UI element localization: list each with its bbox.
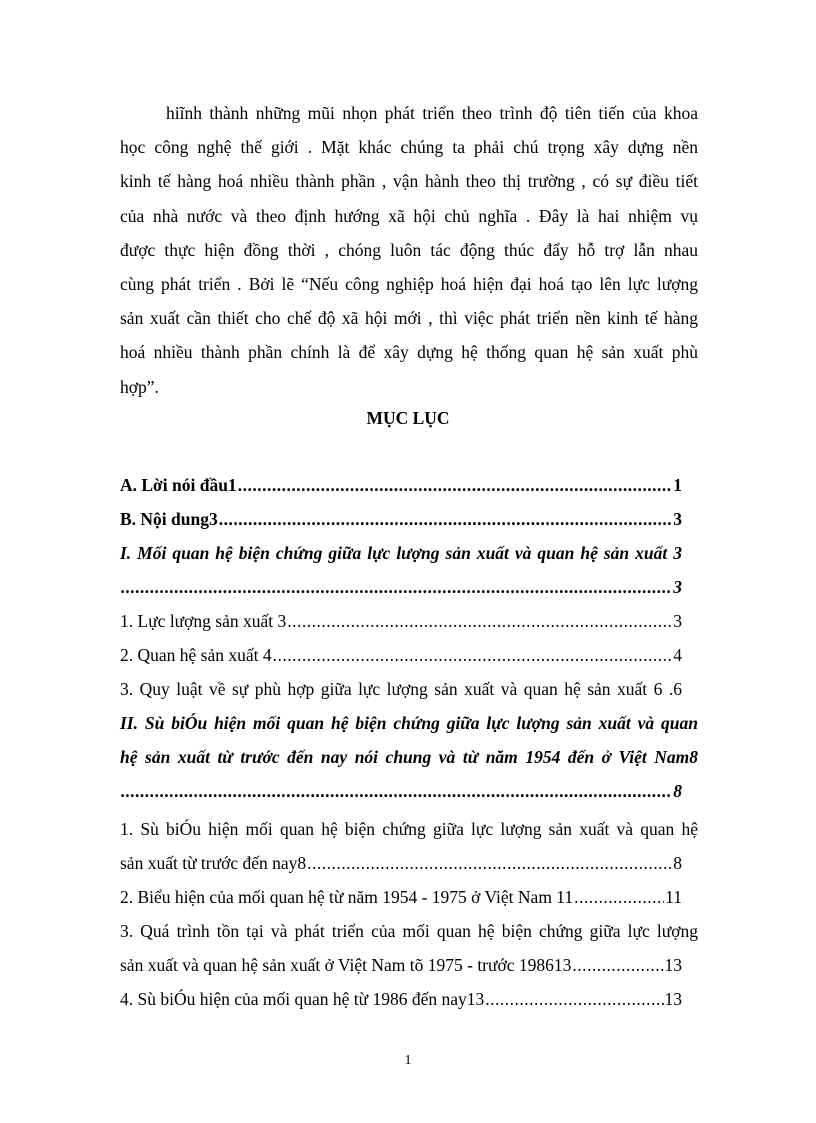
toc-entry-ii1[interactable]: 1. Sù biÓu hiện mối quan hệ biện chứng giữa lực lượng sản xuất và quan hệ (120, 819, 698, 839)
intro-line: được thực hiện đồng thời , chóng luôn tác động thúc đẩy hỗ trợ lẫn nhau (120, 239, 698, 260)
toc-leader (121, 570, 672, 604)
toc-entry-ii1-cont (120, 846, 682, 880)
toc-page-number: 11 (665, 887, 682, 907)
toc-entry-i3[interactable]: 3. Quy luật về sự phù hợp giữa lực lượng sản xuất và quan hệ sản xuất 6 .6 (120, 679, 682, 699)
toc-entry-ii[interactable]: II. Sù biÓu hiện mối quan hệ biện chứng giữa lực lượng sản xuất và quan (120, 713, 698, 733)
toc-entry-text: A. Lời nói đầu1 (120, 475, 237, 495)
intro-line: kinh tế hàng hoá nhiều thành phần , vận hành theo thị trường , có sự điều tiết (120, 171, 698, 192)
intro-line: hợp”. (120, 376, 159, 397)
toc-entry-ii-leader (120, 774, 682, 808)
toc-leader (307, 846, 672, 880)
toc-entry-a[interactable] (120, 468, 682, 502)
toc-entry-i-leader (120, 570, 682, 604)
toc-page-number: 3 (673, 577, 682, 597)
intro-paragraph (120, 96, 698, 404)
toc-leader (574, 880, 664, 914)
page-number: 1 (404, 1053, 412, 1068)
toc-entry-text: sản xuất và quan hệ sản xuất ở Việt Nam tõ 1975 - trước 198613 (120, 955, 572, 975)
toc-page-number: 4 (673, 645, 682, 665)
toc-page-number: 3 (673, 611, 682, 631)
intro-line: hiĩnh thành những mũi nhọn phát triển theo trình độ tiên tiến của khoa (166, 103, 698, 123)
toc-page-number: 13 (664, 955, 682, 975)
toc-page-number: 8 (673, 853, 682, 873)
toc-page-number: 1 (673, 475, 682, 495)
intro-line: của nhà nước và theo định hướng xã hội chủ nghĩa . Đây là hai nhiệm vụ (120, 205, 698, 226)
toc-entry-text: 2. Quan hệ sản xuất 4 (120, 645, 272, 665)
toc-leader (121, 774, 672, 808)
toc-page-number: 3 (673, 509, 682, 529)
toc-leader (238, 468, 673, 502)
toc-page-number: 8 (673, 781, 682, 801)
intro-line: học công nghệ thế giới . Mặt khác chúng ta phải chú trọng xây dựng nền (120, 137, 698, 158)
toc-entry-i1[interactable] (120, 604, 682, 638)
toc-entry-text: 4. Sù biÓu hiện của mối quan hệ từ 1986 đến nay13 (120, 989, 485, 1009)
toc-entry-i2[interactable] (120, 638, 682, 672)
toc-entry-text: B. Nội dung3 (120, 509, 218, 529)
toc-leader (485, 982, 663, 1016)
toc-entry-text: 2. Biểu hiện của mối quan hệ từ năm 1954 - 1975 ở Việt Nam 11 (120, 887, 574, 907)
toc-entry-ii-cont: hệ sản xuất từ trước đến nay nói chung và từ năm 1954 đến ở Việt Nam8 (120, 747, 698, 767)
toc-entry-text: 1. Lực lượng sản xuất 3 (120, 611, 287, 631)
toc-title: MỤC LỤC (366, 408, 450, 428)
toc-entry-ii4[interactable] (120, 982, 682, 1016)
toc-page-number: 13 (664, 989, 682, 1009)
intro-line: cùng phát triển . Bởi lẽ “Nếu công nghiệp hoá hiện đại hoá tạo lên lực lượng (120, 274, 698, 295)
intro-line: hoá nhiều thành phần chính là để xây dựng hệ thống quan hệ sản xuất phù (120, 342, 698, 363)
toc-entry-ii2[interactable] (120, 880, 682, 914)
toc-entry-i[interactable]: I. Mối quan hệ biện chứng giữa lực lượng sản xuất và quan hệ sản xuất 3 (120, 543, 682, 563)
toc-entry-text: sản xuất từ trước đến nay8 (120, 853, 307, 873)
toc-leader (273, 638, 673, 672)
intro-line: sản xuất cần thiết cho chế độ xã hội mới , thì việc phát triển nền kinh tế hàng (120, 308, 698, 329)
toc-leader (287, 604, 672, 638)
toc-entry-ii3-cont (120, 948, 682, 982)
toc-leader (572, 948, 663, 982)
toc-leader (219, 502, 673, 536)
toc-entry-ii3[interactable]: 3. Quá trình tồn tại và phát triển của mối quan hệ biện chứng giữa lực lượng (120, 921, 698, 941)
toc-entry-b[interactable] (120, 502, 682, 536)
